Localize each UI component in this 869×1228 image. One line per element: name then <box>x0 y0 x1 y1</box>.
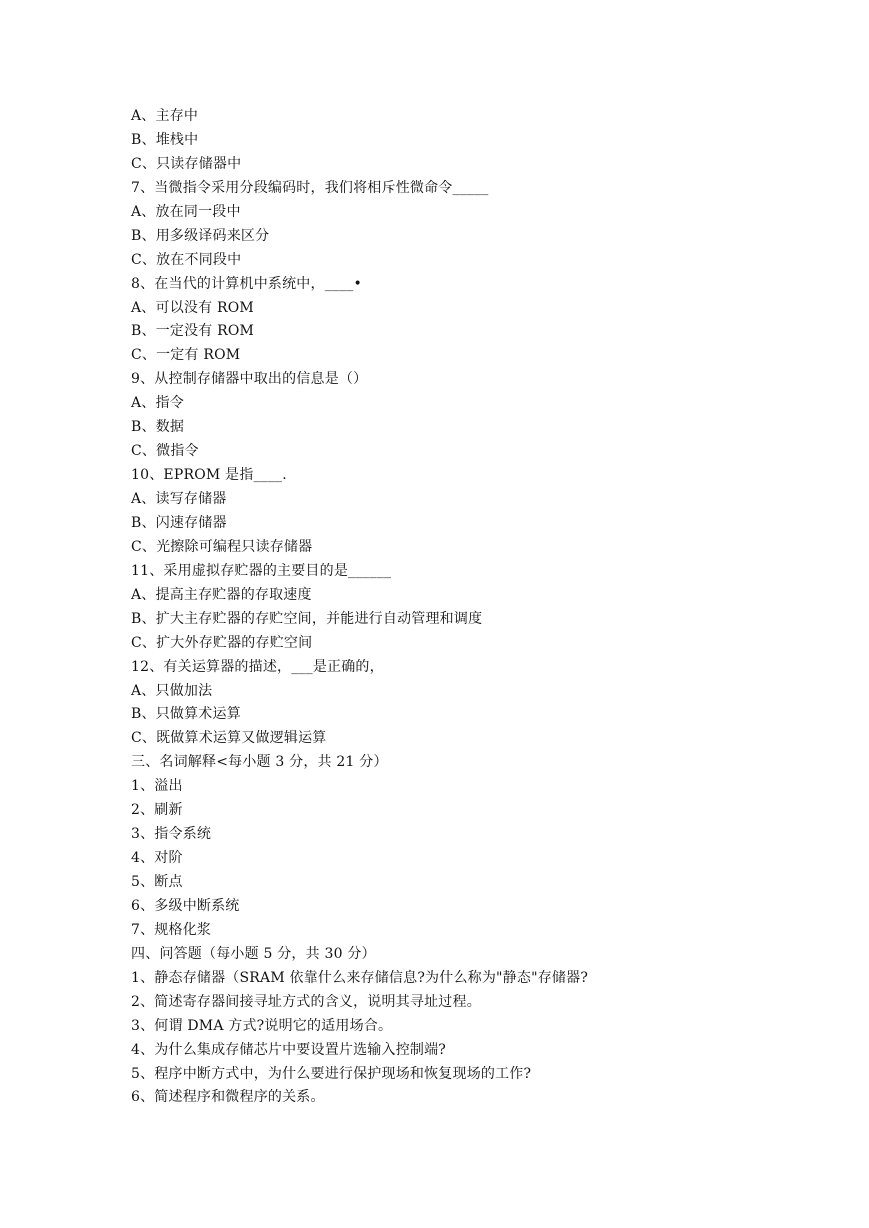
question-line: 2、简述寄存器间接寻址方式的含义，说明其寻址过程。 <box>131 993 481 1010</box>
question-line: 12、有关运算器的描述，___是正确的， <box>131 658 384 675</box>
question-line: 5、程序中断方式中，为什么要进行保护现场和恢复现场的工作? <box>131 1065 532 1082</box>
section-heading: 三、名词解释<每小题 3 分，共 21 分） <box>131 754 388 771</box>
text-line: A、读写存储器 <box>131 491 227 507</box>
text-line: B、闪速存储器 <box>131 514 227 531</box>
text-line: C、放在不同段中 <box>131 251 242 268</box>
question-line: 1、静态存储器（SRAM 依靠什么来存储信息?为什么称为"静态"存储器? <box>131 969 589 986</box>
question-line: 3、何谓 DMA 方式?说明它的适用场合。 <box>131 1017 393 1034</box>
text-line: C、一定有 ROM <box>131 347 241 364</box>
section-heading: 四、问答题（每小题 5 分，共 30 分） <box>131 945 376 962</box>
text-line: 4、对阶 <box>131 850 183 867</box>
question-line: 10、EPROM 是指____. <box>131 467 287 484</box>
question-line: 8、在当代的计算机中系统中，____• <box>131 275 362 292</box>
text-line: B、一定没有 ROM <box>131 323 255 340</box>
text-line: B、数据 <box>131 419 185 436</box>
question-line: 7、当微指令采用分段编码时，我们将相斥性微命令_____ <box>131 179 489 196</box>
text-line: A、主存中 <box>131 108 199 124</box>
text-line: A、指令 <box>131 395 184 412</box>
document-body <box>131 105 831 1110</box>
text-line: 7、规格化浆 <box>131 921 212 938</box>
text-line: 3、指令系统 <box>131 826 212 843</box>
text-line: A、可以没有 ROM <box>131 299 254 316</box>
text-line: B、堆栈中 <box>131 131 199 148</box>
question-line: 9、从控制存储器中取出的信息是（） <box>131 371 368 388</box>
text-line: B、只做算术运算 <box>131 706 241 723</box>
text-line: A、放在同一段中 <box>131 203 241 220</box>
text-line: A、只做加法 <box>131 682 213 699</box>
text-line: B、扩大主存贮器的存贮空间，并能进行自动管理和调度 <box>131 610 483 627</box>
text-line: C、既做算术运算又做逻辑运算 <box>131 730 327 747</box>
question-line: 6、简述程序和微程序的关系。 <box>131 1089 325 1106</box>
text-line: 2、刷新 <box>131 802 183 819</box>
text-line: C、微指令 <box>131 443 199 460</box>
text-line: C、扩大外存贮器的存贮空间 <box>131 634 313 651</box>
text-line: 6、多级中断系统 <box>131 897 240 914</box>
text-line: 5、断点 <box>131 874 183 890</box>
text-line: C、光擦除可编程只读存储器 <box>131 538 313 555</box>
question-line: 11、采用虚拟存贮器的主要目的是______ <box>131 562 392 579</box>
text-line: C、只读存储器中 <box>131 155 242 172</box>
question-line: 4、为什么集成存储芯片中要设置片选输入控制端? <box>131 1041 447 1058</box>
text-line: B、用多级译码来区分 <box>131 227 270 244</box>
text-line: 1、溢出 <box>131 778 183 795</box>
text-line: A、提高主存贮器的存取速度 <box>131 586 312 603</box>
